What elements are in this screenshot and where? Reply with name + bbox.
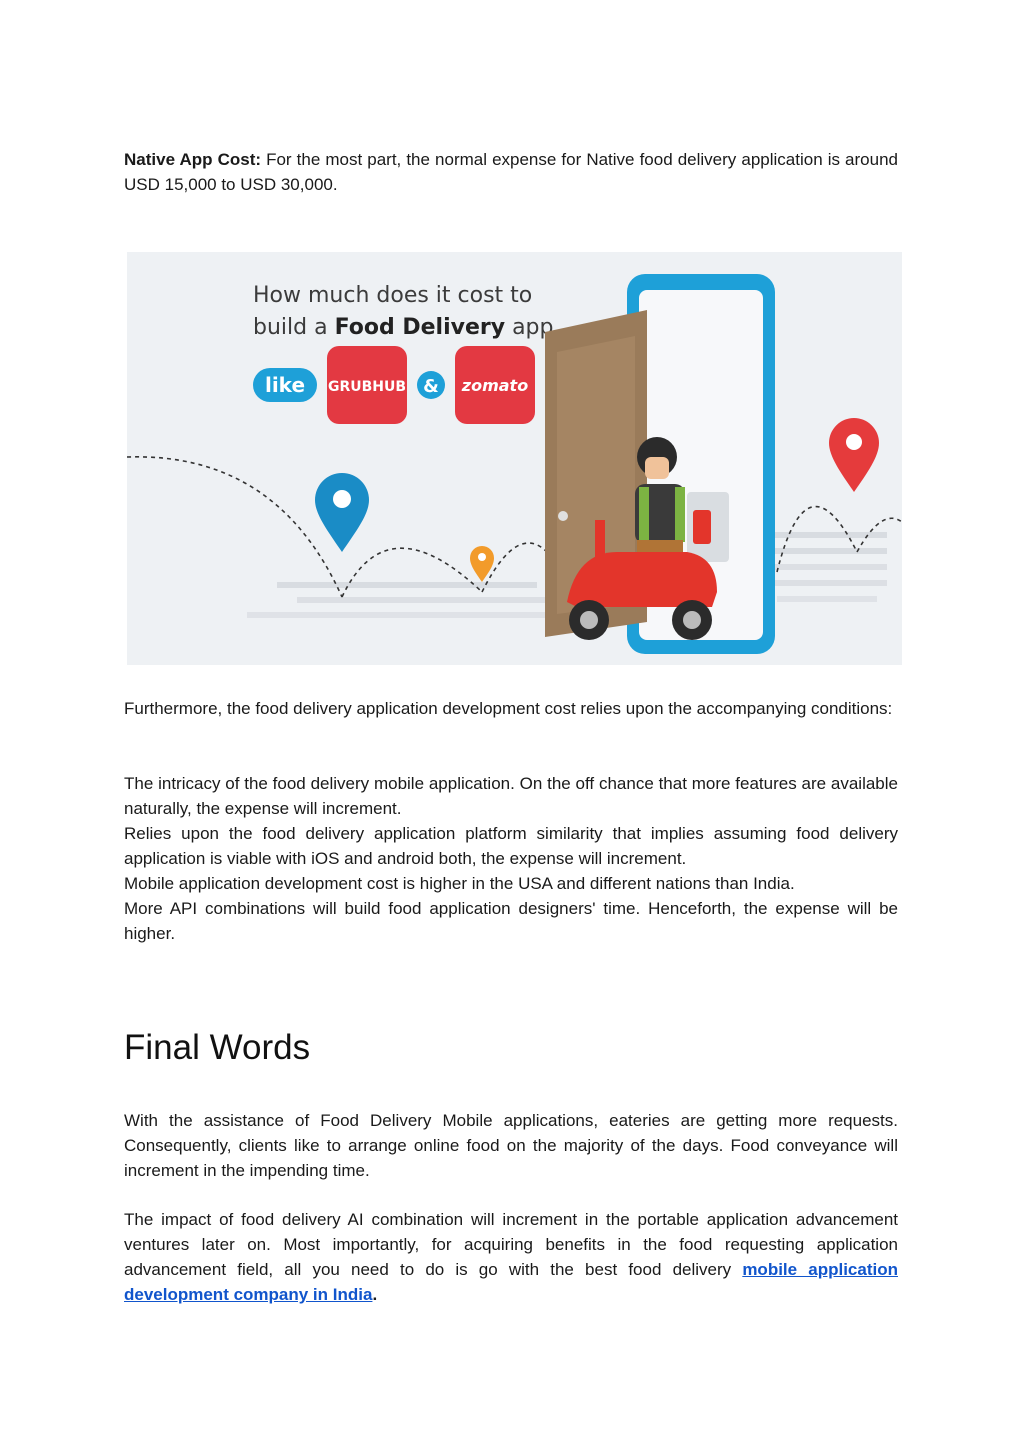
final-period: . [372, 1285, 378, 1304]
hero-title-line1: How much does it cost to [253, 283, 533, 308]
hero-svg [127, 252, 902, 665]
hero-title-line2: build a Food Delivery app [253, 315, 554, 340]
ampersand-label: & [423, 376, 439, 397]
hero-background [127, 252, 902, 665]
condition-complexity: The intricacy of the food delivery mobile application. On the off chance that more features are available naturally, the expense will increment. [124, 774, 898, 818]
native-app-cost-paragraph [124, 147, 898, 197]
like-label: like [264, 373, 306, 397]
native-app-cost-text: For the most part, the normal expense for Native food delivery application is around USD 15,000 to USD 30,000. [124, 150, 898, 194]
door-knob [558, 511, 568, 521]
final-paragraph-2-text: The impact of food delivery AI combination will increment in the portable application advancement ventures later on. Most importantly, for acquiring benefits in the food requesting application advancement field, all you need to do is go with the best food delivery [124, 1210, 898, 1279]
zomato-label: zomato [461, 376, 529, 395]
company-link[interactable]: mobile application development company in India [124, 1260, 898, 1304]
scooter-handlebar [595, 520, 605, 560]
condition-region: Mobile application development cost is higher in the USA and different nations than India. [124, 874, 795, 893]
rider-face [645, 457, 669, 479]
condition-platform: Relies upon the food delivery application platform similarity that implies assuming food delivery application is viable with iOS and android both, the expense will increment. [124, 824, 898, 868]
hero-illustration [127, 252, 902, 665]
conditions-intro: Furthermore, the food delivery application development cost relies upon the accompanying conditions: [124, 699, 893, 718]
final-words-heading: Final Words [124, 1028, 311, 1067]
condition-api: More API combinations will build food application designers' time. Henceforth, the expense will be higher. [124, 899, 898, 943]
final-paragraph-2 [124, 1207, 898, 1307]
final-paragraph-1: With the assistance of Food Delivery Mobile applications, eateries are getting more requests. Consequently, clients like to arrange online food on the majority of the days. Food conveyance will increment in the impending time. [124, 1111, 898, 1180]
scooter-body [567, 552, 717, 607]
grubhub-label: GRUBHUB [327, 379, 407, 395]
native-app-cost-label: Native App Cost: [124, 150, 262, 169]
